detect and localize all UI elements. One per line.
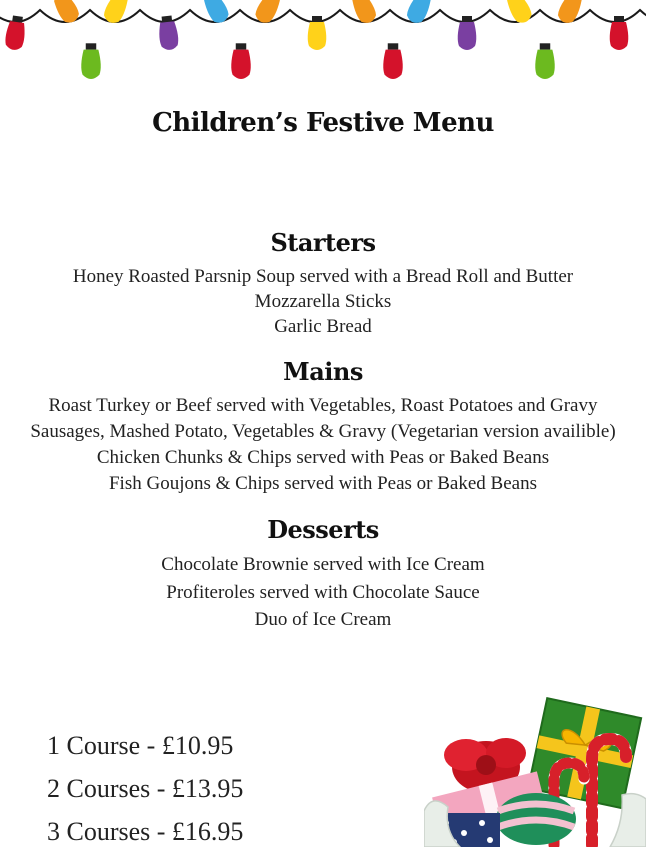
light-bulb-icon	[348, 0, 379, 26]
light-bulb-icon	[383, 43, 403, 79]
light-bulb-icon	[81, 43, 101, 79]
menu-item: Honey Roasted Parsnip Soup served with a Bread Roll and Butter	[72, 266, 574, 287]
price-list	[47, 724, 243, 853]
menu-item: Profiteroles served with Chocolate Sauce	[166, 581, 480, 603]
menu-item: Duo of Ice Cream	[254, 609, 392, 630]
mains-section	[0, 357, 646, 497]
starters-section	[0, 228, 646, 339]
gift-sack-icon	[424, 695, 646, 847]
price-one-course: 1 Course - £10.95	[47, 731, 234, 760]
menu-item: Chocolate Brownie served with Ice Cream	[161, 554, 485, 575]
light-bulb-icon	[252, 0, 284, 26]
menu-item: Sausages, Mashed Potato, Vegetables & Gravy (Vegetarian version availible)	[30, 421, 616, 442]
section-heading-mains: Mains	[283, 357, 363, 386]
price-two-courses: 2 Courses - £13.95	[47, 774, 244, 803]
page-title: Children’s Festive Menu	[152, 108, 494, 138]
light-bulb-icon	[231, 43, 251, 79]
desserts-section	[0, 515, 646, 634]
menu-item: Fish Goujons & Chips served with Peas or Baked Beans	[108, 473, 537, 494]
light-bulb-icon	[101, 0, 132, 26]
section-heading-desserts: Desserts	[267, 515, 379, 544]
menu-item: Roast Turkey or Beef served with Vegetables, Roast Potatoes and Gravy	[48, 395, 598, 416]
menu-item: Chicken Chunks & Chips served with Peas or Baked Beans	[96, 447, 550, 468]
price-three-courses: 3 Courses - £16.95	[47, 817, 244, 846]
light-bulb-icon	[199, 0, 231, 26]
section-heading-starters: Starters	[270, 228, 376, 257]
light-bulb-icon	[535, 43, 555, 79]
menu-item: Mozzarella Sticks	[254, 291, 392, 312]
light-bulb-icon	[502, 0, 534, 26]
menu-item: Garlic Bread	[274, 316, 372, 337]
christmas-lights-icon	[0, 0, 646, 90]
